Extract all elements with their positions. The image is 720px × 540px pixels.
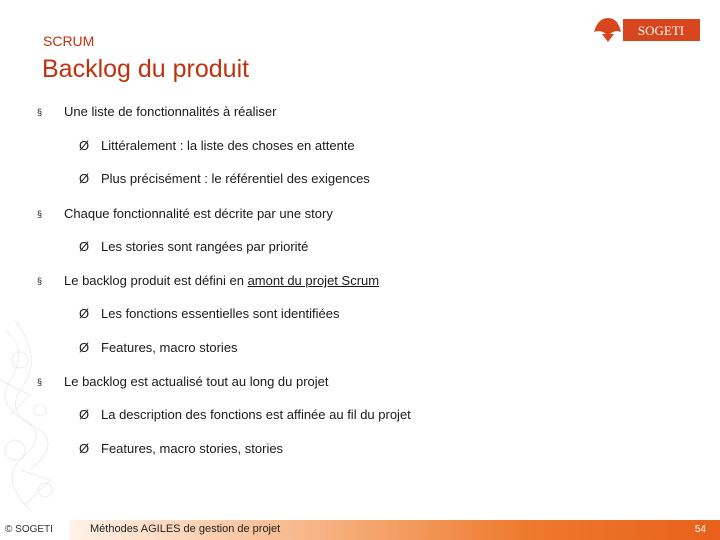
arrow-bullet-icon: Ø (79, 138, 90, 153)
square-bullet-icon: § (37, 209, 43, 219)
arrow-bullet-icon: Ø (79, 239, 90, 254)
section-label: SCRUM (43, 33, 95, 49)
sub-bullet-3-2: Features, macro stories (101, 340, 238, 355)
svg-text:SOGETI: SOGETI (637, 23, 685, 38)
sub-bullet-4-1: La description des fonctions est affinée au fil du projet (101, 407, 411, 422)
sub-bullet-1-1: Littéralement : la liste des choses en attente (101, 138, 355, 153)
square-bullet-icon: § (37, 107, 43, 117)
footer-bar (70, 520, 720, 540)
page-number: 54 (694, 524, 706, 535)
sub-bullet-3-1: Les fonctions essentielles sont identifiées (101, 306, 340, 321)
sub-bullet-2-1: Les stories sont rangées par priorité (101, 239, 309, 254)
bullet-3-text: Le backlog produit est défini en (64, 273, 248, 288)
bullet-3 (64, 273, 379, 288)
copyright-text: © SOGETI (5, 524, 53, 535)
square-bullet-icon: § (37, 377, 43, 387)
square-bullet-icon: § (37, 276, 43, 286)
page-title: Backlog du produit (42, 55, 250, 83)
bullet-4: Le backlog est actualisé tout au long du projet (64, 374, 329, 389)
arrow-bullet-icon: Ø (79, 171, 90, 186)
bullet-3-underlined: amont du projet Scrum (247, 273, 380, 288)
arrow-bullet-icon: Ø (79, 340, 90, 355)
arrow-bullet-icon: Ø (79, 407, 90, 422)
bullet-2: Chaque fonctionnalité est décrite par une story (64, 206, 333, 221)
bullet-1: Une liste de fonctionnalités à réaliser (64, 104, 277, 119)
sub-bullet-4-2: Features, macro stories, stories (101, 441, 284, 456)
arrow-bullet-icon: Ø (79, 441, 90, 456)
sub-bullet-1-2: Plus précisément : le référentiel des exigences (101, 171, 370, 186)
arrow-bullet-icon: Ø (79, 306, 90, 321)
course-title: Méthodes AGILES de gestion de projet (90, 523, 281, 535)
footer (0, 520, 720, 540)
footer-copyright-box (0, 520, 70, 540)
